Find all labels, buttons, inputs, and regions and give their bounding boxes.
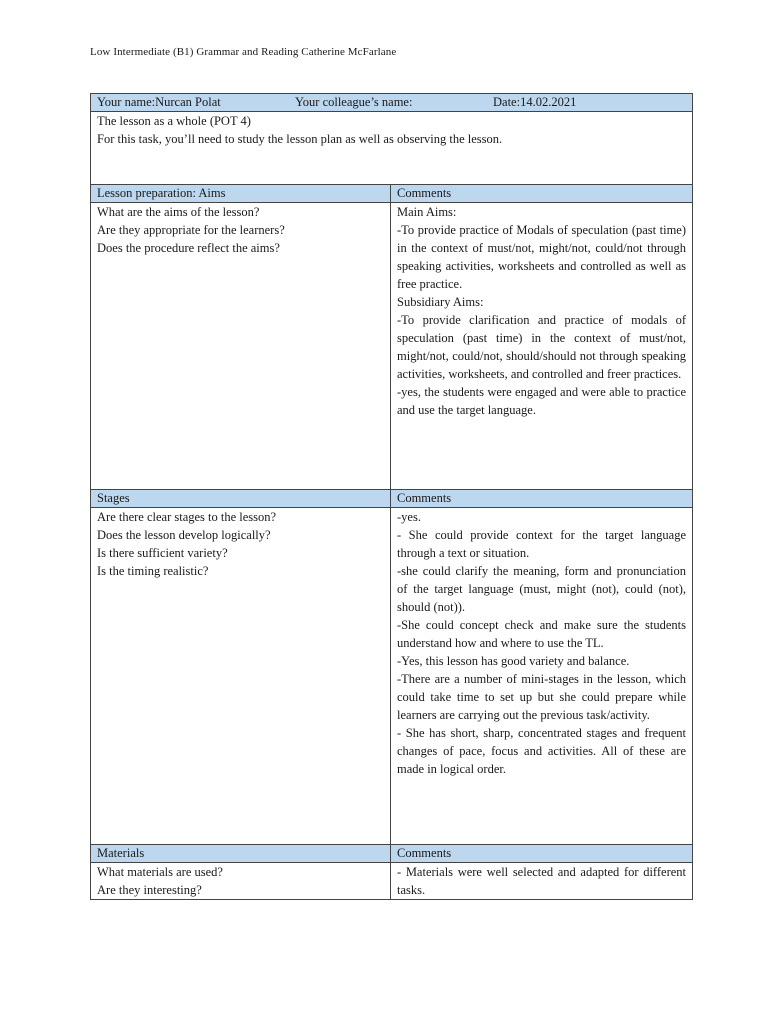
aims-body-row [91, 203, 693, 490]
stages-comments [391, 508, 693, 845]
comment: -To provide clarification and practice of modals of speculation (past time) in the context of must/not, might/not, could/not, should/should not through speaking activities, worksheets, and controlled and freer practices. [397, 313, 687, 381]
aims-header-row [91, 185, 693, 203]
stages-body-row [91, 508, 693, 845]
lesson-title: The lesson as a whole (POT 4) [97, 114, 251, 128]
materials-heading: Materials [91, 845, 391, 863]
question: Does the procedure reflect the aims? [97, 241, 280, 255]
question: Does the lesson develop logically? [97, 528, 271, 542]
your-name: Your name:Nurcan Polat [97, 95, 221, 109]
comment: -There are a number of mini-stages in the lesson, which could take time to set up but she could prepare while learners are carrying out the previous task/activity. [397, 672, 687, 722]
comment: - She could provide context for the target language through a text or situation. [397, 528, 687, 560]
materials-body-row [91, 863, 693, 900]
lesson-table [90, 93, 693, 900]
question: Are they interesting? [97, 883, 202, 897]
question: What materials are used? [97, 865, 223, 879]
materials-comments [391, 863, 693, 900]
info-cell [91, 112, 693, 185]
colleague-name: Your colleague’s name: [295, 95, 413, 109]
comment: Subsidiary Aims: [397, 295, 484, 309]
question: What are the aims of the lesson? [97, 205, 260, 219]
stages-heading: Stages [91, 490, 391, 508]
date: Date:14.02.2021 [493, 95, 577, 109]
comment: - Materials were well selected and adapted for different tasks. [397, 865, 687, 897]
question: Are they appropriate for the learners? [97, 223, 285, 237]
aims-heading: Lesson preparation: Aims [91, 185, 391, 203]
name-cell [91, 94, 693, 112]
stages-comments-heading: Comments [391, 490, 693, 508]
name-row [91, 94, 693, 112]
question: Is the timing realistic? [97, 564, 209, 578]
comment: -Yes, this lesson has good variety and balance. [397, 654, 630, 668]
info-row [91, 112, 693, 185]
comment: -She could concept check and make sure the students understand how and where to use the TL. [397, 618, 687, 650]
materials-comments-heading: Comments [391, 845, 693, 863]
question: Is there sufficient variety? [97, 546, 228, 560]
comment: - She has short, sharp, concentrated stages and frequent changes of pace, focus and activities. All of these are made in logical order. [397, 726, 687, 776]
stages-header-row [91, 490, 693, 508]
comment: -she could clarify the meaning, form and pronunciation of the target language (must, might (not), could (not), should (not)). [397, 564, 687, 614]
aims-comments [391, 203, 693, 490]
instruction: For this task, you’ll need to study the lesson plan as well as observing the lesson. [97, 132, 503, 146]
comment: -To provide practice of Modals of speculation (past time) in the context of must/not, might/not, could/not through speaking activities, worksheets and controlled as well as free practice. [397, 223, 687, 291]
aims-questions [91, 203, 391, 490]
materials-header-row [91, 845, 693, 863]
comment: -yes, the students were engaged and were able to practice and use the target language. [397, 385, 687, 417]
comment: -yes. [397, 510, 421, 524]
question: Are there clear stages to the lesson? [97, 510, 277, 524]
aims-comments-heading: Comments [391, 185, 693, 203]
comment: Main Aims: [397, 205, 457, 219]
materials-questions [91, 863, 391, 900]
stages-questions [91, 508, 391, 845]
page-header: Low Intermediate (B1) Grammar and Reading Catherine McFarlane [90, 46, 397, 58]
